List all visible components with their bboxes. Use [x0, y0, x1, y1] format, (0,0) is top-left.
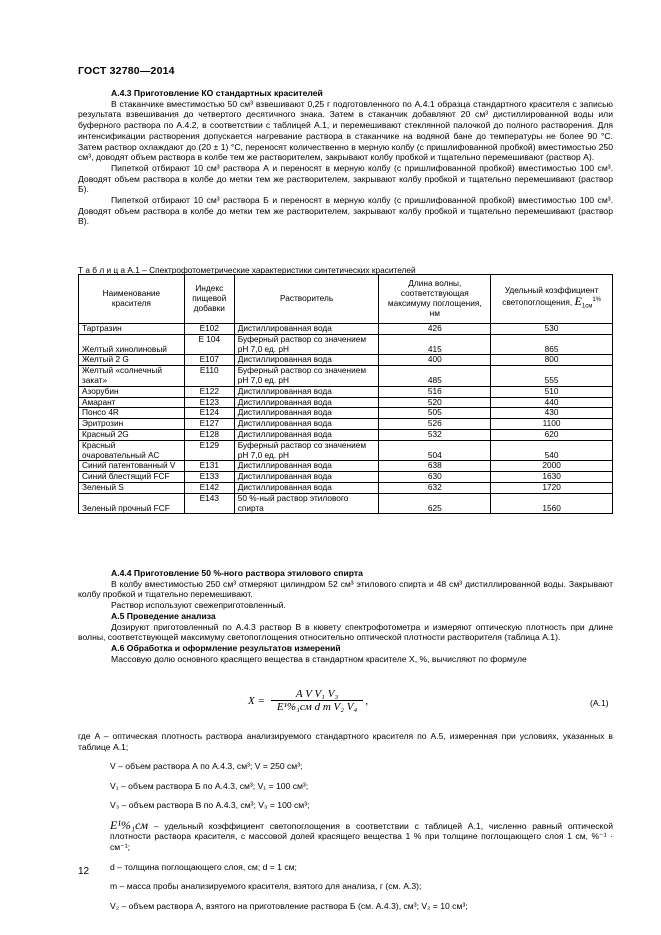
legend-line-coef — [78, 817, 613, 854]
legend-line: где A – оптическая плотность раствора анализируемого стандартного красителя по А.5, измеренная при условиях, указанных в таблице А.1; — [78, 730, 613, 752]
table-row — [79, 461, 613, 472]
cell-index: E123 — [184, 397, 234, 408]
cell-coef: 540 — [491, 440, 613, 461]
legend-line: d – толщина поглощающего слоя, см; d = 1 см; — [110, 861, 297, 872]
cell-solvent: Дистиллированная вода — [234, 324, 379, 335]
section-title: А.6 Обработка и оформление результатов измерений — [111, 642, 341, 653]
cell-index: E129 — [184, 440, 234, 461]
col-coef-label: Удельный коэффициент светопоглощения, — [502, 284, 599, 307]
cell-wave: 630 — [379, 472, 491, 483]
section-a44-a6 — [78, 568, 613, 664]
coef-symbol: E — [574, 293, 582, 308]
cell-name: Желтый «солнечный закат» — [79, 366, 185, 387]
table-row — [79, 472, 613, 483]
table-caption: Т а б л и ц а А.1 – Спектрофотометрические характеристики синтетических красителей — [78, 265, 416, 275]
cell-name: Амарант — [79, 397, 185, 408]
formula-lhs: X = — [248, 694, 265, 707]
cell-wave: 638 — [379, 461, 491, 472]
dye-table — [78, 274, 613, 514]
cell-index: E142 — [184, 482, 234, 493]
paragraph: В колбу вместимостью 250 см³ отмеряют цилиндром 52 см³ этилового спирта и 48 см³ дистиллированной воды. Закрывают колбу пробкой и тщательно перемешивают. — [78, 578, 613, 600]
cell-solvent: Дистиллированная вода — [234, 397, 379, 408]
table-row — [79, 324, 613, 335]
paragraph: Раствор используют свежеприготовленный. — [111, 600, 286, 611]
paragraph: Пипеткой отбирают 10 см³ раствора Б и переносят в мерную колбу (с пришлифованной пробкой) вместимостью 100 см³. Доводят объем раствора в колбе до метки тем же растворителем, закрывают колбу пробкой и тщательно перемешивают (раствор В). — [78, 195, 613, 227]
cell-index: E128 — [184, 429, 234, 440]
cell-coef: 430 — [491, 408, 613, 419]
cell-name: Красный 2G — [79, 429, 185, 440]
cell-coef: 530 — [491, 324, 613, 335]
cell-name: Синий патентованный V — [79, 461, 185, 472]
table-row — [79, 493, 613, 514]
paragraph: Пипеткой отбирают 10 см³ раствора А и переносят в мерную колбу (с пришлифованной пробкой) вместимостью 100 см³. Доводят объем раствора в колбе до метки тем же растворителем, закрывают колбу пробкой и тщательно перемешивают (раствор Б). — [78, 162, 613, 195]
cell-name: Красный очаровательный АС — [79, 440, 185, 461]
legend-line: V₁ – объем раствора Б по А.4.3, см³; V₁ = 100 см³; — [110, 780, 309, 791]
table-row — [79, 386, 613, 397]
cell-wave: 625 — [379, 493, 491, 514]
coef-symbol: E¹%₁см — [110, 817, 149, 832]
cell-name: Тартразин — [79, 324, 185, 335]
section-a43 — [78, 88, 613, 227]
table-row — [79, 429, 613, 440]
cell-solvent: Дистиллированная вода — [234, 408, 379, 419]
cell-solvent: Буферный раствор со значением pH 7,0 ед. pH — [234, 334, 379, 355]
table-row — [79, 419, 613, 430]
table-header-row — [79, 275, 613, 324]
table-row — [79, 355, 613, 366]
cell-solvent: Дистиллированная вода — [234, 355, 379, 366]
cell-solvent: Буферный раствор со значением pH 7,0 ед. pH — [234, 440, 379, 461]
cell-index: E133 — [184, 472, 234, 483]
cell-name: Зеленый S — [79, 482, 185, 493]
cell-index: E127 — [184, 419, 234, 430]
cell-wave: 485 — [379, 366, 491, 387]
paragraph: Массовую долю основного красящего вещества в стандартном красителе X, %, вычисляют по формуле — [111, 653, 527, 664]
col-index-header: Индекс пищевой добавки — [184, 275, 234, 324]
legend-text: – удельный коэффициент светопоглощения в соответствии с таблицей А.1, численно равный оптической плотности раствора красителя, с массовой долей красящего вещества 1 % при толщине поглощающего слоя 1 см, %⁻¹ · см⁻¹; — [110, 820, 613, 853]
cell-name: Желтый хинолиновый — [79, 334, 185, 355]
section-title: А.5 Проведение анализа — [111, 610, 216, 621]
cell-solvent: Дистиллированная вода — [234, 419, 379, 430]
cell-name: Азорубин — [79, 386, 185, 397]
formula-number: (А.1) — [590, 698, 609, 708]
cell-wave: 415 — [379, 334, 491, 355]
cell-coef: 510 — [491, 386, 613, 397]
table-row — [79, 440, 613, 461]
cell-wave: 526 — [379, 419, 491, 430]
cell-solvent: Дистиллированная вода — [234, 482, 379, 493]
col-wave-header: Длина волны, соответствующая максимуму поглощения, нм — [379, 275, 491, 324]
cell-name: Эритрозин — [79, 419, 185, 430]
formula-legend — [78, 722, 613, 920]
formula-a1: X = A V V₁ V₃ E¹%₁см d m V₂ V₄ , — [248, 688, 369, 713]
cell-index: E110 — [184, 366, 234, 387]
cell-wave: 532 — [379, 429, 491, 440]
cell-wave: 400 — [379, 355, 491, 366]
cell-solvent: 50 %-ный раствор этилового спирта — [234, 493, 379, 514]
cell-coef: 800 — [491, 355, 613, 366]
cell-coef: 1720 — [491, 482, 613, 493]
legend-line: V₂ – объем раствора А, взятого на приготовление раствора Б (см. А.4.3), см³; V₂ = 10 см³; — [110, 900, 468, 911]
section-title: А.4.3 Приготовление КО стандартных красителей — [111, 88, 323, 98]
cell-wave: 426 — [379, 324, 491, 335]
cell-wave: 520 — [379, 397, 491, 408]
cell-wave: 505 — [379, 408, 491, 419]
cell-coef: 440 — [491, 397, 613, 408]
legend-line: V – объем раствора А по А.4.3, см³; V = 250 см³; — [110, 761, 303, 771]
cell-index: E107 — [184, 355, 234, 366]
col-name-header: Наименование красителя — [79, 275, 185, 324]
formula-numerator: A V V₁ V₃ — [271, 688, 363, 701]
col-coef-header: Удельный коэффициент светопоглощения, $E_{1см}^{1\%}$ — [491, 275, 613, 324]
cell-wave: 632 — [379, 482, 491, 493]
cell-solvent: Дистиллированная вода — [234, 472, 379, 483]
cell-name: Желтый 2 G — [79, 355, 185, 366]
legend-line: V₃ – объем раствора В по А.4.3, см³; V₃ = 100 см³; — [110, 800, 310, 810]
cell-coef: 1100 — [491, 419, 613, 430]
page-number: 12 — [78, 866, 90, 877]
cell-index: E124 — [184, 408, 234, 419]
cell-coef: 2000 — [491, 461, 613, 472]
table-row — [79, 482, 613, 493]
cell-name: Зеленый прочный FCF — [79, 493, 185, 514]
cell-coef: 1560 — [491, 493, 613, 514]
table-row — [79, 408, 613, 419]
cell-coef: 865 — [491, 334, 613, 355]
formula-denominator: E¹%₁см d m V₂ V₄ — [276, 701, 358, 713]
paragraph: В стаканчике вместимостью 50 см³ взвешивают 0,25 г подготовленного по А.4.1 образца стандартного красителя с записью результата взвешивания до четвертого десятичного знака. Затем в стаканчик добавляют 20 см³ дистиллированной воды или буферного раствора по А.4.2, в соответствии с таблицей А.1, и перемешивают стеклянной палочкой до полного растворения. Для интенсификации растворения допускается нагревание раствора в стаканчике на водяной бане до температуры не более 90 °С. Затем раствор охлаждают до (20 ± 1) °С, переносят количественно в мерную колбу (с пришлифованной пробкой) вместимостью 250 см³, доводят объем раствора в колбе тем же растворителем, закрывают колбу пробкой и тщательно перемешивают (раствор А). — [78, 98, 613, 163]
table-row — [79, 334, 613, 355]
table-row — [79, 366, 613, 387]
cell-coef: 1630 — [491, 472, 613, 483]
col-solvent-header: Растворитель — [234, 275, 379, 324]
legend-line: m – масса пробы анализируемого красителя, взятого для анализа, г (см. А.3); — [110, 881, 422, 892]
section-title: А.4.4 Приготовление 50 %-ного раствора этилового спирта — [111, 568, 363, 578]
paragraph: Дозируют приготовленный по А.4.3 раствор В в кювету спектрофотометра и измеряют оптическую плотность при длине волны, соответствующей максимуму светопоглощения относительно оптической плотности растворителя (таблица А.1). — [78, 621, 613, 643]
cell-solvent: Дистиллированная вода — [234, 386, 379, 397]
cell-name: Понсо 4R — [79, 408, 185, 419]
cell-coef: 620 — [491, 429, 613, 440]
cell-wave: 504 — [379, 440, 491, 461]
cell-solvent: Дистиллированная вода — [234, 461, 379, 472]
cell-index: E 104 — [184, 334, 234, 355]
cell-index: E102 — [184, 324, 234, 335]
table-row — [79, 397, 613, 408]
cell-index: E122 — [184, 386, 234, 397]
cell-name: Синий блестящий FCF — [79, 472, 185, 483]
cell-solvent: Дистиллированная вода — [234, 429, 379, 440]
cell-index: E143 — [184, 493, 234, 514]
cell-solvent: Буферный раствор со значением pH 7,0 ед. pH — [234, 366, 379, 387]
doc-header: ГОСТ 32780—2014 — [78, 65, 175, 77]
cell-wave: 516 — [379, 386, 491, 397]
cell-index: E131 — [184, 461, 234, 472]
cell-coef: 555 — [491, 366, 613, 387]
